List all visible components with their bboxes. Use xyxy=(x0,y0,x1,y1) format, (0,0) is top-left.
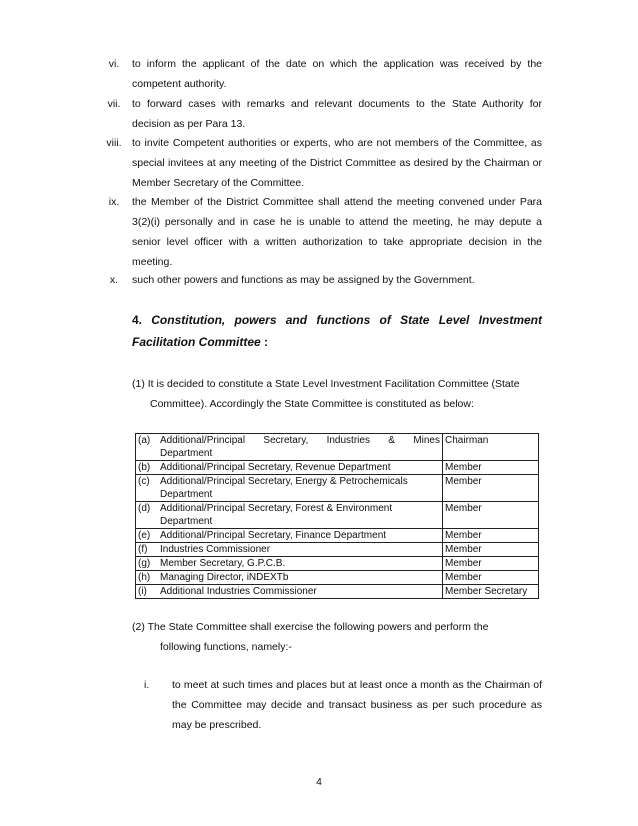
paragraph-continuation: Committee). Accordingly the State Committee is constituted as below: xyxy=(150,398,474,410)
sub-item-text: to meet at such times and places but at least once a month as the Chairman of the Committee may decide and transact business as per such procedure as may be prescribed. xyxy=(172,679,542,731)
paragraph-number: (2) xyxy=(132,621,145,633)
member-label: (i) xyxy=(138,586,147,597)
member-designation: Additional/Principal Secretary, Energy & Petrochemicals xyxy=(160,476,408,487)
list-item-text: to forward cases with remarks and relevant documents to the State Authority for decision as per Para 13. xyxy=(132,98,542,130)
section-heading xyxy=(132,309,542,353)
member-label: (g) xyxy=(138,558,151,569)
member-cell xyxy=(136,434,443,461)
member-designation: Additional/Principal Secretary, Forest & Environment xyxy=(160,503,393,514)
role-cell: Member xyxy=(443,502,539,529)
member-designation: Additional/Principal Secretary, Industries & Mines xyxy=(160,435,440,446)
list-item-number: ix. xyxy=(108,196,120,208)
table-row xyxy=(136,461,539,475)
member-cell xyxy=(136,543,443,557)
member-cell xyxy=(136,529,443,543)
paragraph-first-line: It is decided to constitute a State Level Investment Facilitation Committee (State xyxy=(147,378,520,390)
role-cell: Member xyxy=(443,557,539,571)
member-designation: Member Secretary, G.P.C.B. xyxy=(160,558,286,569)
table-row xyxy=(136,571,539,585)
member-designation: Additional/Principal Secretary, Revenue Department xyxy=(160,462,391,473)
list-item-vii xyxy=(107,94,542,134)
list-item-vi xyxy=(108,54,542,94)
list-item-text: to inform the applicant of the date on which the application was received by the competent authority. xyxy=(132,58,542,90)
role-cell: Chairman xyxy=(443,434,539,461)
member-designation-wrap: Department xyxy=(160,489,213,500)
member-cell xyxy=(136,557,443,571)
table-row xyxy=(136,529,539,543)
table-row xyxy=(136,434,539,461)
section-title-suffix: : xyxy=(264,335,269,349)
table-row xyxy=(136,475,539,502)
role-cell: Member Secretary xyxy=(443,585,539,599)
role-cell: Member xyxy=(443,529,539,543)
member-label: (b) xyxy=(138,462,151,473)
section-title: Constitution, powers and functions of State Level Investment Facilitation Committee xyxy=(132,313,542,349)
paragraph-1 xyxy=(132,374,542,414)
table-row xyxy=(136,543,539,557)
paragraph-2 xyxy=(132,617,542,657)
list-item-number: vi. xyxy=(108,58,120,70)
member-cell xyxy=(136,461,443,475)
list-item-x xyxy=(109,270,542,290)
member-designation: Additional/Principal Secretary, Finance Department xyxy=(160,530,387,541)
member-cell xyxy=(136,585,443,599)
list-item-number: viii. xyxy=(106,137,122,149)
role-cell: Member xyxy=(443,475,539,502)
member-designation: Additional Industries Commissioner xyxy=(160,586,317,597)
table-row xyxy=(136,557,539,571)
paragraph-first-line: The State Committee shall exercise the following powers and perform the xyxy=(147,621,489,633)
role-cell: Member xyxy=(443,461,539,475)
section-number: 4. xyxy=(132,313,143,327)
member-cell xyxy=(136,475,443,502)
member-designation: Industries Commissioner xyxy=(160,544,271,555)
table-row xyxy=(136,585,539,599)
member-label: (h) xyxy=(138,572,151,583)
list-item-number: vii. xyxy=(107,98,121,110)
list-item-number: x. xyxy=(109,274,119,286)
sub-item-number: i. xyxy=(144,679,150,691)
member-label: (c) xyxy=(138,476,150,487)
member-designation: Managing Director, iNDEXTb xyxy=(160,572,289,583)
list-item-viii xyxy=(106,133,542,193)
member-cell xyxy=(136,502,443,529)
table-row xyxy=(136,502,539,529)
member-label: (e) xyxy=(138,530,151,541)
sub-item-i xyxy=(144,675,542,735)
member-cell xyxy=(136,571,443,585)
member-designation-wrap: Department xyxy=(160,516,213,527)
list-item-ix xyxy=(108,192,542,272)
list-item-text: such other powers and functions as may be assigned by the Government. xyxy=(132,274,475,286)
role-cell: Member xyxy=(443,543,539,557)
list-item-text: to invite Competent authorities or experts, who are not members of the Committee, as special invitees at any meeting of the District Committee as desired by the Chairman or Member Secretary of the Committee. xyxy=(132,137,542,189)
member-label: (a) xyxy=(138,435,151,446)
member-designation-wrap: Department xyxy=(160,448,213,459)
member-label: (f) xyxy=(138,544,148,555)
member-label: (d) xyxy=(138,503,151,514)
paragraph-continuation: following functions, namely:- xyxy=(160,641,292,653)
role-cell: Member xyxy=(443,571,539,585)
committee-table xyxy=(135,433,539,599)
list-item-text: the Member of the District Committee shall attend the meeting convened under Para 3(2)(i) personally and in case he is unable to attend the meeting, he may depute a senior level officer with a written authorization to take appropriate decision in the meeting. xyxy=(132,196,542,268)
page-number: 4 xyxy=(316,777,322,788)
paragraph-number: (1) xyxy=(132,378,145,390)
